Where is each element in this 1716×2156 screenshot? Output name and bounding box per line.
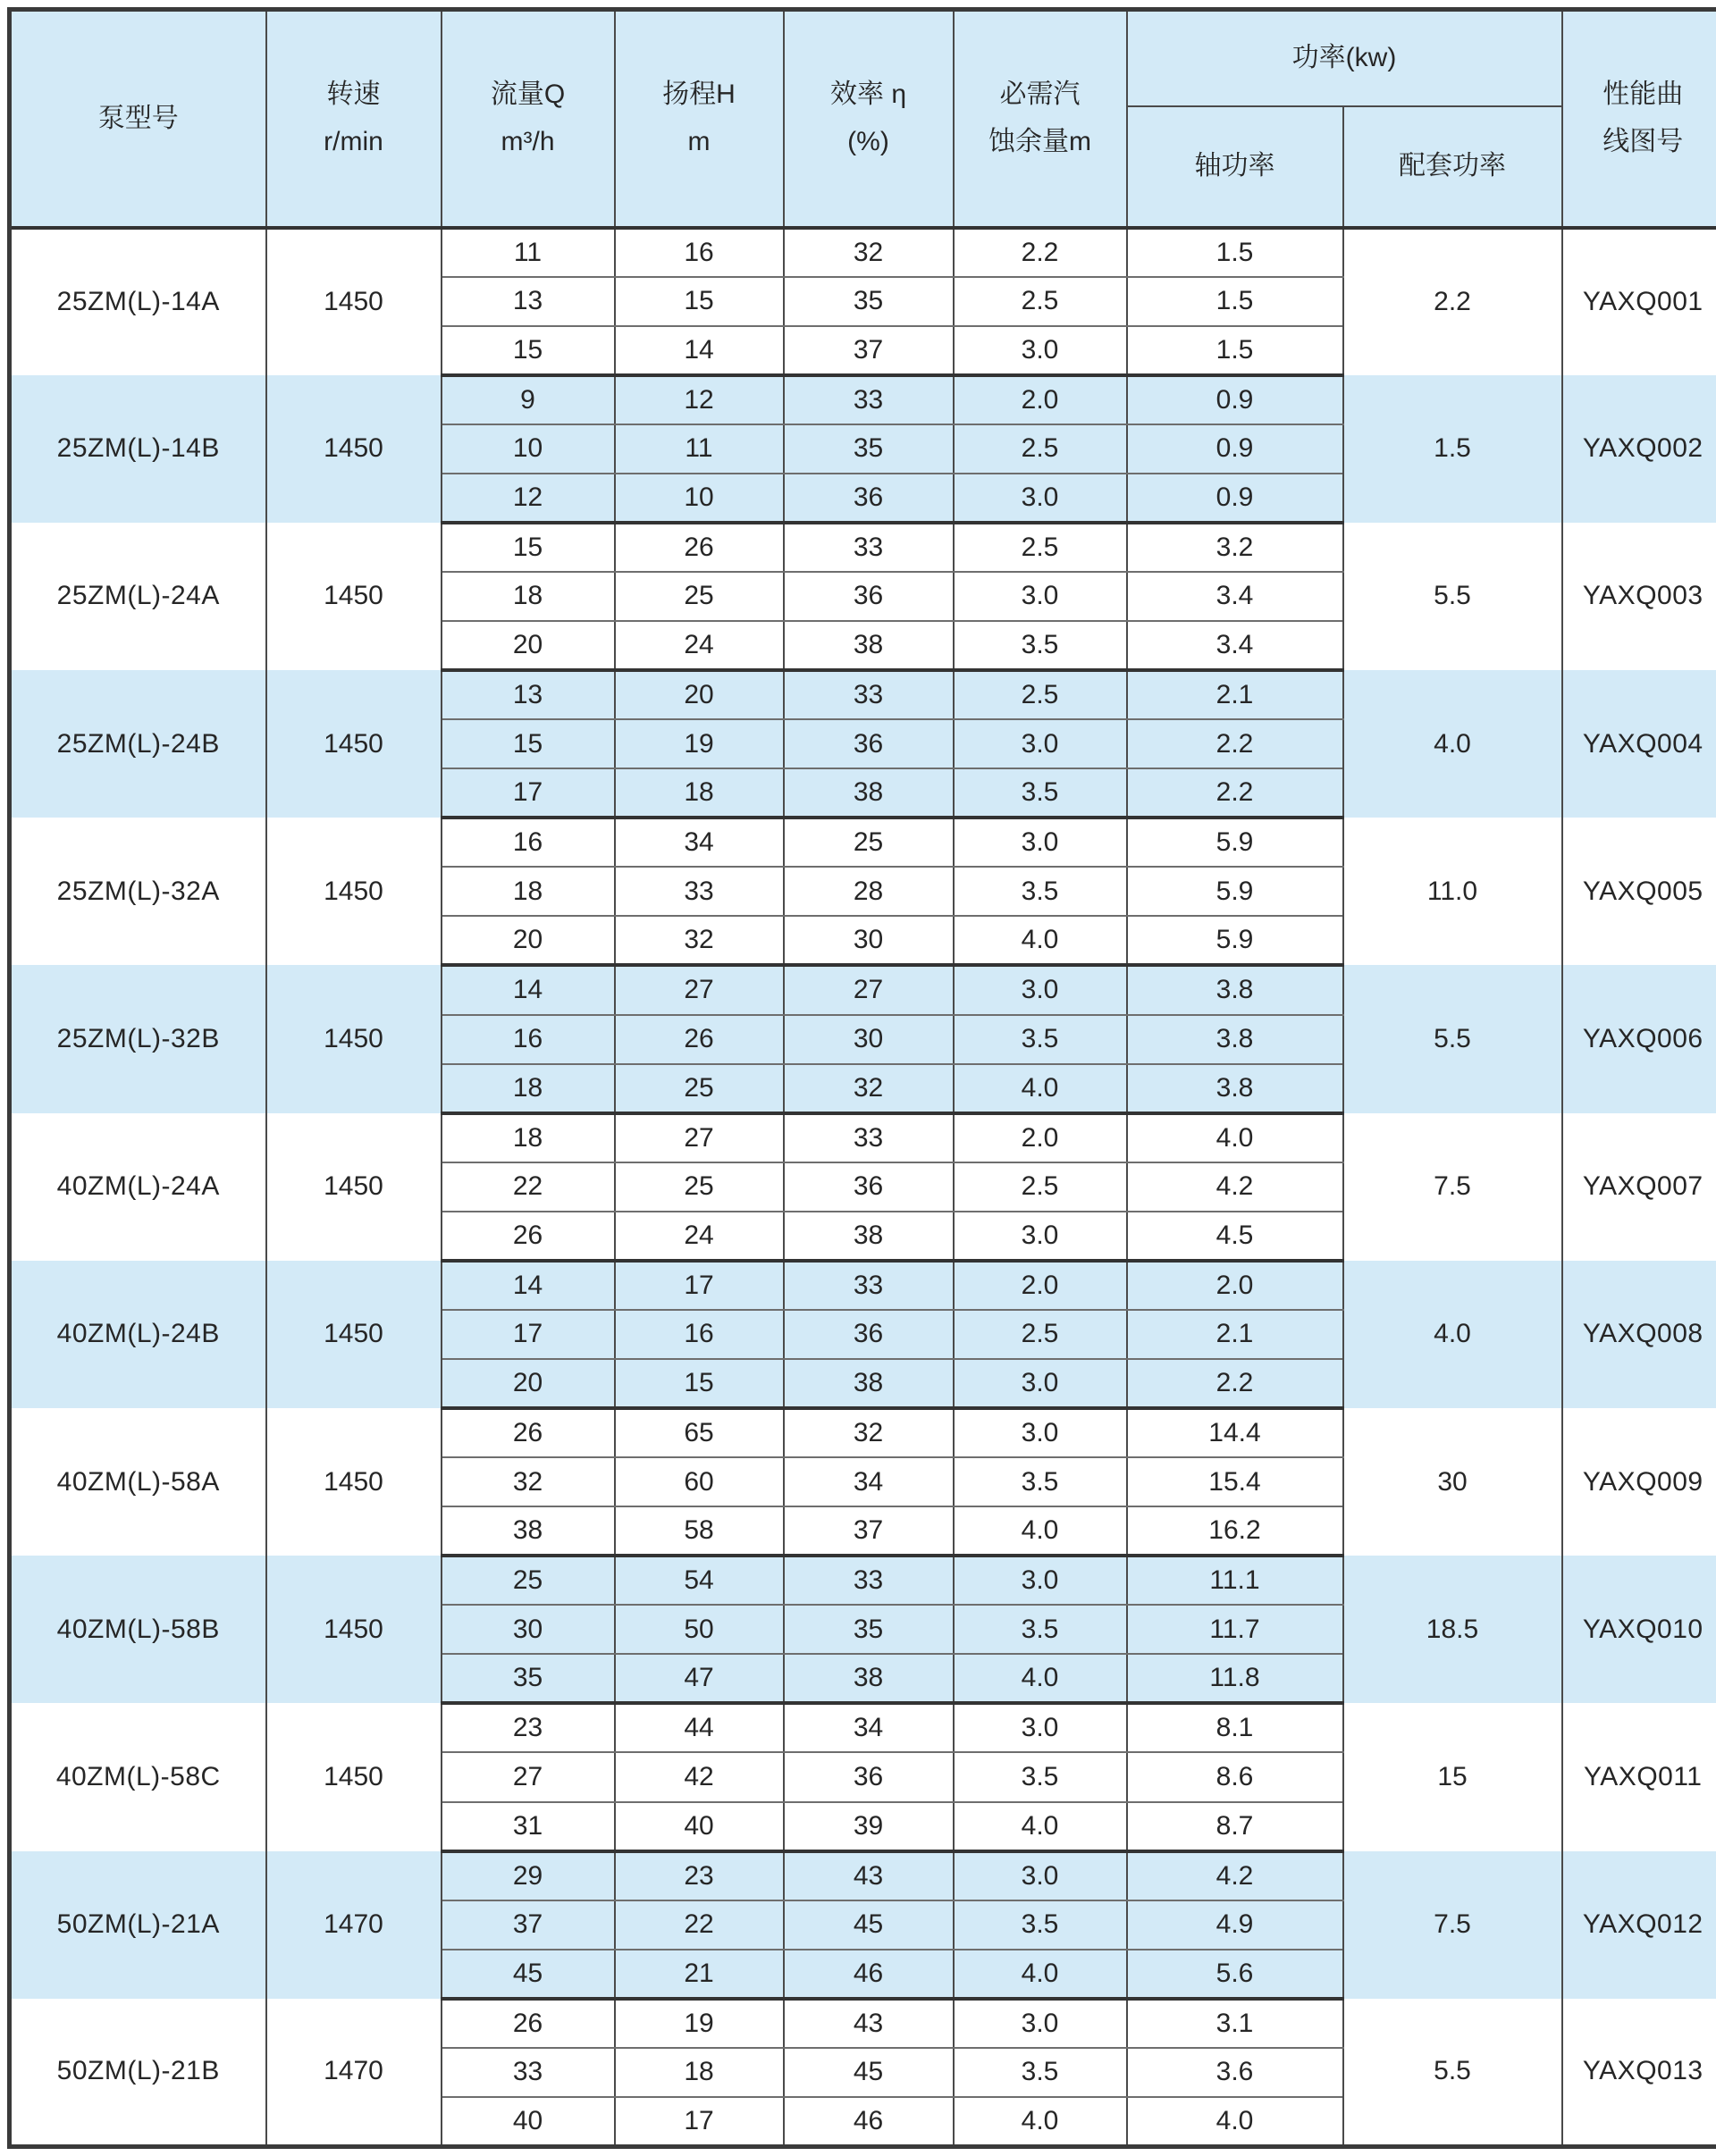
pump-row [10, 1556, 1716, 1605]
efficiency-cell: 33 [784, 1113, 954, 1162]
head-cell: 14 [615, 326, 784, 375]
shaft-power-cell: 3.8 [1127, 1015, 1343, 1064]
col-header-shaft-power [1127, 106, 1343, 228]
head-cell: 54 [615, 1556, 784, 1605]
flow-cell: 15 [442, 523, 615, 572]
speed-cell: 1450 [266, 818, 442, 965]
head-cell: 16 [615, 1310, 784, 1359]
speed-cell: 1450 [266, 1408, 442, 1556]
matched-power-cell: 5.5 [1343, 1999, 1562, 2147]
flow-cell: 13 [442, 277, 615, 326]
npsh-cell: 3.5 [954, 1752, 1127, 1801]
efficiency-cell: 38 [784, 1654, 954, 1703]
shaft-power-cell: 4.0 [1127, 1113, 1343, 1162]
table-header [10, 10, 1716, 228]
efficiency-cell: 33 [784, 1556, 954, 1605]
head-cell: 40 [615, 1802, 784, 1851]
head-cell: 44 [615, 1703, 784, 1752]
flow-cell: 38 [442, 1506, 615, 1556]
pump-row [10, 670, 1716, 719]
flow-cell: 26 [442, 1408, 615, 1457]
matched-power-cell: 2.2 [1343, 228, 1562, 375]
matched-power-cell: 15 [1343, 1703, 1562, 1850]
npsh-cell: 4.0 [954, 1506, 1127, 1556]
pump-row [10, 818, 1716, 867]
shaft-power-cell: 3.4 [1127, 621, 1343, 670]
pump-model-cell: 25ZM(L)-32A [10, 818, 266, 965]
efficiency-cell: 38 [784, 621, 954, 670]
shaft-power-cell: 3.6 [1127, 2048, 1343, 2097]
flow-cell: 32 [442, 1457, 615, 1506]
shaft-power-cell: 3.8 [1127, 965, 1343, 1014]
curve-no-cell: YAXQ006 [1562, 965, 1716, 1112]
head-cell: 19 [615, 719, 784, 768]
flow-cell: 15 [442, 326, 615, 375]
efficiency-cell: 36 [784, 1752, 954, 1801]
curve-no-cell: YAXQ007 [1562, 1113, 1716, 1261]
speed-cell: 1450 [266, 670, 442, 818]
flow-cell: 45 [442, 1950, 615, 1999]
npsh-cell: 3.5 [954, 2048, 1127, 2097]
speed-cell: 1450 [266, 1556, 442, 1703]
head-cell: 58 [615, 1506, 784, 1556]
efficiency-cell: 25 [784, 818, 954, 867]
matched-power-cell: 30 [1343, 1408, 1562, 1556]
efficiency-cell: 38 [784, 1359, 954, 1408]
efficiency-cell: 36 [784, 474, 954, 523]
efficiency-cell: 33 [784, 523, 954, 572]
head-cell: 65 [615, 1408, 784, 1457]
head-cell: 24 [615, 1212, 784, 1261]
efficiency-cell: 43 [784, 1999, 954, 2048]
pump-model-cell: 40ZM(L)-24A [10, 1113, 266, 1261]
pump-model-cell: 25ZM(L)-14B [10, 375, 266, 523]
pump-row [10, 1999, 1716, 2048]
pump-row [10, 1851, 1716, 1900]
flow-cell: 18 [442, 1064, 615, 1113]
curve-no-cell: YAXQ012 [1562, 1851, 1716, 1999]
npsh-cell: 3.5 [954, 621, 1127, 670]
col-header-flow-line2: m³/h [500, 126, 555, 156]
efficiency-cell: 36 [784, 1310, 954, 1359]
npsh-cell: 3.0 [954, 1999, 1127, 2048]
matched-power-cell: 11.0 [1343, 818, 1562, 965]
flow-cell: 20 [442, 1359, 615, 1408]
npsh-cell: 4.0 [954, 2097, 1127, 2147]
shaft-power-cell: 5.9 [1127, 867, 1343, 916]
head-cell: 32 [615, 916, 784, 965]
shaft-power-cell: 14.4 [1127, 1408, 1343, 1457]
head-cell: 17 [615, 2097, 784, 2147]
pump-model-cell: 40ZM(L)-58B [10, 1556, 266, 1703]
pump-model-cell: 40ZM(L)-24B [10, 1261, 266, 1408]
shaft-power-cell: 3.2 [1127, 523, 1343, 572]
pump-row [10, 228, 1716, 277]
shaft-power-cell: 2.1 [1127, 1310, 1343, 1359]
head-cell: 47 [615, 1654, 784, 1703]
head-cell: 21 [615, 1950, 784, 1999]
pump-row [10, 965, 1716, 1014]
shaft-power-cell: 4.9 [1127, 1900, 1343, 1950]
flow-cell: 26 [442, 1999, 615, 2048]
flow-cell: 26 [442, 1212, 615, 1261]
npsh-cell: 3.5 [954, 768, 1127, 818]
npsh-cell: 3.0 [954, 1359, 1127, 1408]
efficiency-cell: 39 [784, 1802, 954, 1851]
head-cell: 25 [615, 572, 784, 621]
flow-cell: 27 [442, 1752, 615, 1801]
npsh-cell: 2.5 [954, 670, 1127, 719]
col-header-speed-line2: r/min [324, 126, 383, 156]
pump-model-cell: 50ZM(L)-21B [10, 1999, 266, 2147]
shaft-power-cell: 4.2 [1127, 1162, 1343, 1212]
curve-no-cell: YAXQ009 [1562, 1408, 1716, 1556]
npsh-cell: 3.0 [954, 1851, 1127, 1900]
npsh-cell: 4.0 [954, 1064, 1127, 1113]
pump-spec-table [7, 7, 1716, 2149]
shaft-power-cell: 11.8 [1127, 1654, 1343, 1703]
shaft-power-cell: 1.5 [1127, 326, 1343, 375]
npsh-cell: 4.0 [954, 916, 1127, 965]
pump-row [10, 1113, 1716, 1162]
col-header-matched-power [1343, 106, 1562, 228]
npsh-cell: 2.5 [954, 1310, 1127, 1359]
curve-no-cell: YAXQ003 [1562, 523, 1716, 670]
pump-model-cell: 50ZM(L)-21A [10, 1851, 266, 1999]
pump-row [10, 1261, 1716, 1310]
flow-cell: 40 [442, 2097, 615, 2147]
npsh-cell: 3.0 [954, 572, 1127, 621]
speed-cell: 1450 [266, 1113, 442, 1261]
head-cell: 26 [615, 523, 784, 572]
shaft-power-cell: 2.2 [1127, 719, 1343, 768]
pump-row [10, 375, 1716, 424]
head-cell: 19 [615, 1999, 784, 2048]
npsh-cell: 4.0 [954, 1802, 1127, 1851]
curve-no-cell: YAXQ005 [1562, 818, 1716, 965]
npsh-cell: 3.0 [954, 719, 1127, 768]
speed-cell: 1450 [266, 228, 442, 375]
pump-model-cell: 25ZM(L)-24A [10, 523, 266, 670]
flow-cell: 22 [442, 1162, 615, 1212]
col-header-flow [442, 10, 615, 228]
speed-cell: 1450 [266, 1261, 442, 1408]
head-cell: 24 [615, 621, 784, 670]
col-header-matched-power-label: 配套功率 [1399, 150, 1506, 180]
speed-cell: 1450 [266, 965, 442, 1112]
speed-cell: 1450 [266, 1703, 442, 1850]
npsh-cell: 2.5 [954, 1162, 1127, 1212]
efficiency-cell: 35 [784, 424, 954, 474]
matched-power-cell: 4.0 [1343, 670, 1562, 818]
shaft-power-cell: 1.5 [1127, 228, 1343, 277]
flow-cell: 10 [442, 424, 615, 474]
col-header-head-line1: 扬程H [662, 80, 736, 110]
efficiency-cell: 43 [784, 1851, 954, 1900]
efficiency-cell: 30 [784, 916, 954, 965]
col-header-head-line2: m [687, 126, 711, 156]
curve-no-cell: YAXQ001 [1562, 228, 1716, 375]
head-cell: 27 [615, 965, 784, 1014]
col-header-shaft-power-label: 轴功率 [1194, 150, 1275, 180]
efficiency-cell: 38 [784, 1212, 954, 1261]
curve-no-cell: YAXQ002 [1562, 375, 1716, 523]
pump-model-cell: 25ZM(L)-24B [10, 670, 266, 818]
efficiency-cell: 32 [784, 1408, 954, 1457]
col-header-pump-model [10, 10, 266, 228]
efficiency-cell: 32 [784, 228, 954, 277]
head-cell: 10 [615, 474, 784, 523]
col-header-pump-model-label: 泵型号 [97, 103, 179, 133]
head-cell: 25 [615, 1064, 784, 1113]
col-header-npsh [954, 10, 1127, 228]
speed-cell: 1450 [266, 375, 442, 523]
flow-cell: 18 [442, 867, 615, 916]
head-cell: 15 [615, 1359, 784, 1408]
flow-cell: 20 [442, 916, 615, 965]
curve-no-cell: YAXQ008 [1562, 1261, 1716, 1408]
npsh-cell: 3.0 [954, 326, 1127, 375]
head-cell: 26 [615, 1015, 784, 1064]
efficiency-cell: 46 [784, 1950, 954, 1999]
npsh-cell: 3.0 [954, 1703, 1127, 1752]
flow-cell: 33 [442, 2048, 615, 2097]
col-header-curve-line2: 线图号 [1602, 126, 1684, 156]
shaft-power-cell: 2.2 [1127, 768, 1343, 818]
npsh-cell: 3.0 [954, 1212, 1127, 1261]
efficiency-cell: 36 [784, 719, 954, 768]
matched-power-cell: 4.0 [1343, 1261, 1562, 1408]
matched-power-cell: 7.5 [1343, 1851, 1562, 1999]
pump-row [10, 523, 1716, 572]
npsh-cell: 3.5 [954, 1457, 1127, 1506]
col-header-speed-line1: 转速 [326, 80, 381, 110]
flow-cell: 17 [442, 1310, 615, 1359]
head-cell: 22 [615, 1900, 784, 1950]
head-cell: 18 [615, 2048, 784, 2097]
efficiency-cell: 35 [784, 1605, 954, 1654]
shaft-power-cell: 8.6 [1127, 1752, 1343, 1801]
efficiency-cell: 46 [784, 2097, 954, 2147]
curve-no-cell: YAXQ010 [1562, 1556, 1716, 1703]
header-row-top [10, 10, 1716, 106]
npsh-cell: 3.5 [954, 1900, 1127, 1950]
flow-cell: 14 [442, 965, 615, 1014]
flow-cell: 31 [442, 1802, 615, 1851]
head-cell: 34 [615, 818, 784, 867]
npsh-cell: 3.0 [954, 1408, 1127, 1457]
shaft-power-cell: 5.9 [1127, 916, 1343, 965]
npsh-cell: 2.0 [954, 1113, 1127, 1162]
shaft-power-cell: 5.6 [1127, 1950, 1343, 1999]
flow-cell: 14 [442, 1261, 615, 1310]
efficiency-cell: 33 [784, 1261, 954, 1310]
shaft-power-cell: 0.9 [1127, 474, 1343, 523]
flow-cell: 11 [442, 228, 615, 277]
shaft-power-cell: 11.1 [1127, 1556, 1343, 1605]
efficiency-cell: 33 [784, 670, 954, 719]
shaft-power-cell: 2.2 [1127, 1359, 1343, 1408]
shaft-power-cell: 2.0 [1127, 1261, 1343, 1310]
npsh-cell: 4.0 [954, 1654, 1127, 1703]
shaft-power-cell: 4.5 [1127, 1212, 1343, 1261]
col-header-curve-line1: 性能曲 [1602, 80, 1684, 110]
col-header-efficiency-line2: (%) [847, 126, 889, 156]
npsh-cell: 3.0 [954, 474, 1127, 523]
flow-cell: 17 [442, 768, 615, 818]
flow-cell: 9 [442, 375, 615, 424]
flow-cell: 12 [442, 474, 615, 523]
npsh-cell: 3.5 [954, 867, 1127, 916]
efficiency-cell: 37 [784, 1506, 954, 1556]
pump-table-body [10, 228, 1716, 2147]
npsh-cell: 2.2 [954, 228, 1127, 277]
shaft-power-cell: 3.4 [1127, 572, 1343, 621]
head-cell: 16 [615, 228, 784, 277]
shaft-power-cell: 8.7 [1127, 1802, 1343, 1851]
efficiency-cell: 34 [784, 1703, 954, 1752]
npsh-cell: 2.5 [954, 277, 1127, 326]
col-header-npsh-line1: 必需汽 [999, 80, 1081, 110]
col-header-curve [1562, 10, 1716, 228]
head-cell: 27 [615, 1113, 784, 1162]
col-header-power-group [1127, 10, 1562, 106]
curve-no-cell: YAXQ013 [1562, 1999, 1716, 2147]
efficiency-cell: 45 [784, 1900, 954, 1950]
efficiency-cell: 36 [784, 1162, 954, 1212]
shaft-power-cell: 0.9 [1127, 375, 1343, 424]
head-cell: 12 [615, 375, 784, 424]
efficiency-cell: 38 [784, 768, 954, 818]
speed-cell: 1450 [266, 523, 442, 670]
matched-power-cell: 5.5 [1343, 965, 1562, 1112]
shaft-power-cell: 15.4 [1127, 1457, 1343, 1506]
npsh-cell: 3.0 [954, 1556, 1127, 1605]
pump-model-cell: 40ZM(L)-58A [10, 1408, 266, 1556]
shaft-power-cell: 11.7 [1127, 1605, 1343, 1654]
flow-cell: 20 [442, 621, 615, 670]
head-cell: 42 [615, 1752, 784, 1801]
col-header-head [615, 10, 784, 228]
head-cell: 23 [615, 1851, 784, 1900]
shaft-power-cell: 3.8 [1127, 1064, 1343, 1113]
head-cell: 17 [615, 1261, 784, 1310]
efficiency-cell: 33 [784, 375, 954, 424]
flow-cell: 18 [442, 1113, 615, 1162]
npsh-cell: 2.5 [954, 424, 1127, 474]
flow-cell: 37 [442, 1900, 615, 1950]
head-cell: 18 [615, 768, 784, 818]
shaft-power-cell: 5.9 [1127, 818, 1343, 867]
npsh-cell: 2.0 [954, 375, 1127, 424]
col-header-efficiency [784, 10, 954, 228]
head-cell: 11 [615, 424, 784, 474]
efficiency-cell: 34 [784, 1457, 954, 1506]
flow-cell: 25 [442, 1556, 615, 1605]
speed-cell: 1470 [266, 1999, 442, 2147]
matched-power-cell: 7.5 [1343, 1113, 1562, 1261]
npsh-cell: 2.5 [954, 523, 1127, 572]
col-header-flow-line1: 流量Q [490, 80, 566, 110]
head-cell: 25 [615, 1162, 784, 1212]
curve-no-cell: YAXQ004 [1562, 670, 1716, 818]
efficiency-cell: 45 [784, 2048, 954, 2097]
pump-row [10, 1703, 1716, 1752]
speed-cell: 1470 [266, 1851, 442, 1999]
flow-cell: 18 [442, 572, 615, 621]
efficiency-cell: 30 [784, 1015, 954, 1064]
head-cell: 60 [615, 1457, 784, 1506]
npsh-cell: 3.5 [954, 1015, 1127, 1064]
head-cell: 15 [615, 277, 784, 326]
col-header-speed [266, 10, 442, 228]
shaft-power-cell: 1.5 [1127, 277, 1343, 326]
efficiency-cell: 27 [784, 965, 954, 1014]
col-header-efficiency-line1: 效率 η [829, 80, 907, 110]
shaft-power-cell: 4.0 [1127, 2097, 1343, 2147]
flow-cell: 15 [442, 719, 615, 768]
pump-model-cell: 25ZM(L)-14A [10, 228, 266, 375]
pump-model-cell: 25ZM(L)-32B [10, 965, 266, 1112]
efficiency-cell: 36 [784, 572, 954, 621]
head-cell: 50 [615, 1605, 784, 1654]
curve-no-cell: YAXQ011 [1562, 1703, 1716, 1850]
npsh-cell: 3.5 [954, 1605, 1127, 1654]
efficiency-cell: 37 [784, 326, 954, 375]
efficiency-cell: 28 [784, 867, 954, 916]
shaft-power-cell: 3.1 [1127, 1999, 1343, 2048]
npsh-cell: 3.0 [954, 818, 1127, 867]
flow-cell: 23 [442, 1703, 615, 1752]
col-header-power-group-label: 功率(kw) [1291, 43, 1397, 72]
efficiency-cell: 35 [784, 277, 954, 326]
pump-row [10, 1408, 1716, 1457]
matched-power-cell: 1.5 [1343, 375, 1562, 523]
flow-cell: 35 [442, 1654, 615, 1703]
npsh-cell: 3.0 [954, 965, 1127, 1014]
flow-cell: 16 [442, 818, 615, 867]
matched-power-cell: 18.5 [1343, 1556, 1562, 1703]
flow-cell: 29 [442, 1851, 615, 1900]
flow-cell: 16 [442, 1015, 615, 1064]
shaft-power-cell: 8.1 [1127, 1703, 1343, 1752]
shaft-power-cell: 4.2 [1127, 1851, 1343, 1900]
flow-cell: 30 [442, 1605, 615, 1654]
npsh-cell: 4.0 [954, 1950, 1127, 1999]
col-header-npsh-line2: 蚀余量m [988, 126, 1091, 156]
matched-power-cell: 5.5 [1343, 523, 1562, 670]
efficiency-cell: 32 [784, 1064, 954, 1113]
shaft-power-cell: 2.1 [1127, 670, 1343, 719]
shaft-power-cell: 16.2 [1127, 1506, 1343, 1556]
head-cell: 33 [615, 867, 784, 916]
pump-model-cell: 40ZM(L)-58C [10, 1703, 266, 1850]
head-cell: 20 [615, 670, 784, 719]
npsh-cell: 2.0 [954, 1261, 1127, 1310]
flow-cell: 13 [442, 670, 615, 719]
shaft-power-cell: 0.9 [1127, 424, 1343, 474]
